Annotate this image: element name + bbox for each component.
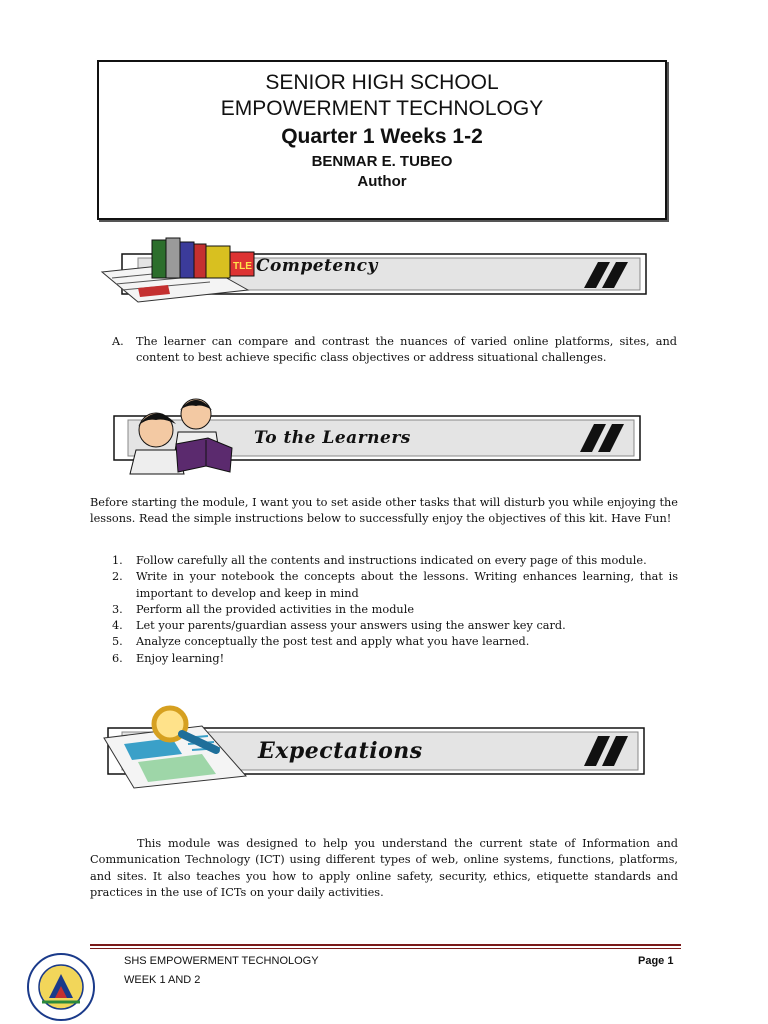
author-role: Author (357, 173, 407, 190)
list-text: Enjoy learning! (136, 651, 225, 665)
footer-subject: SHS EMPOWERMENT TECHNOLOGY (124, 955, 319, 967)
footer-rule-bottom (90, 948, 681, 949)
expectations-label: Expectations (258, 738, 423, 764)
competency-marker: A. (112, 335, 124, 348)
list-text: Follow carefully all the contents and instructions indicated on every page of this module. (136, 554, 647, 567)
expectations-text: This module was designed to help you understand the current state of Information and Communication Technology (ICT) using different types of web, online systems, functions, platforms, and sites. It also teaches you how to apply online safety, security, ethics, etiquette standards and practices in the use of ICTs on your daily activities. (90, 837, 678, 899)
author-name: BENMAR E. TUBEO (311, 153, 453, 170)
list-number: 4. (112, 619, 123, 633)
competency-text: The learner can compare and contrast the nuances of varied online platforms, sites, and content to best achieve specific class objectives or address situational challenges. (136, 335, 677, 365)
quarter-title: Quarter 1 Weeks 1-2 (281, 125, 483, 148)
list-number: 1. (112, 554, 123, 567)
learners-label: To the Learners (254, 428, 411, 448)
learners-banner (98, 396, 650, 468)
list-text: Analyze conceptually the post test and apply what you have learned. (136, 635, 530, 649)
page-number: Page 1 (638, 955, 674, 967)
title-box (97, 60, 667, 220)
list-item (110, 651, 678, 667)
list-text: Perform all the provided activities in the module (136, 602, 415, 616)
school-title: SENIOR HIGH SCHOOL (265, 71, 499, 94)
list-number: 3. (112, 602, 123, 616)
list-item (110, 634, 678, 650)
list-number: 6. (112, 651, 123, 665)
list-item (110, 569, 678, 602)
competency-banner (98, 232, 650, 304)
footer-week: WEEK 1 AND 2 (124, 974, 201, 986)
list-text: Let your parents/guardian assess your answers using the answer key card. (136, 619, 566, 633)
list-number: 5. (112, 635, 123, 649)
instructions-list (110, 553, 678, 667)
subject-title: EMPOWERMENT TECHNOLOGY (220, 97, 544, 120)
list-number: 2. (112, 570, 123, 584)
list-item (110, 553, 678, 569)
tle-book-label: TLE (233, 261, 252, 272)
learners-intro: Before starting the module, I want you to set aside other tasks that will disturb you while enjoying the lessons. Read the simple instructions below to successfully enjoy the objectives of this kit. Have Fun! (90, 496, 678, 526)
footer-rule-top (90, 944, 681, 946)
competency-label: Competency (256, 256, 378, 276)
division-seal-logo (22, 952, 100, 1022)
list-item (110, 602, 678, 618)
list-item (110, 618, 678, 634)
expectations-banner (98, 704, 650, 776)
list-text: Write in your notebook the concepts about the lessons. Writing enhances learning, that is important to develop and keep in mind (136, 570, 678, 600)
